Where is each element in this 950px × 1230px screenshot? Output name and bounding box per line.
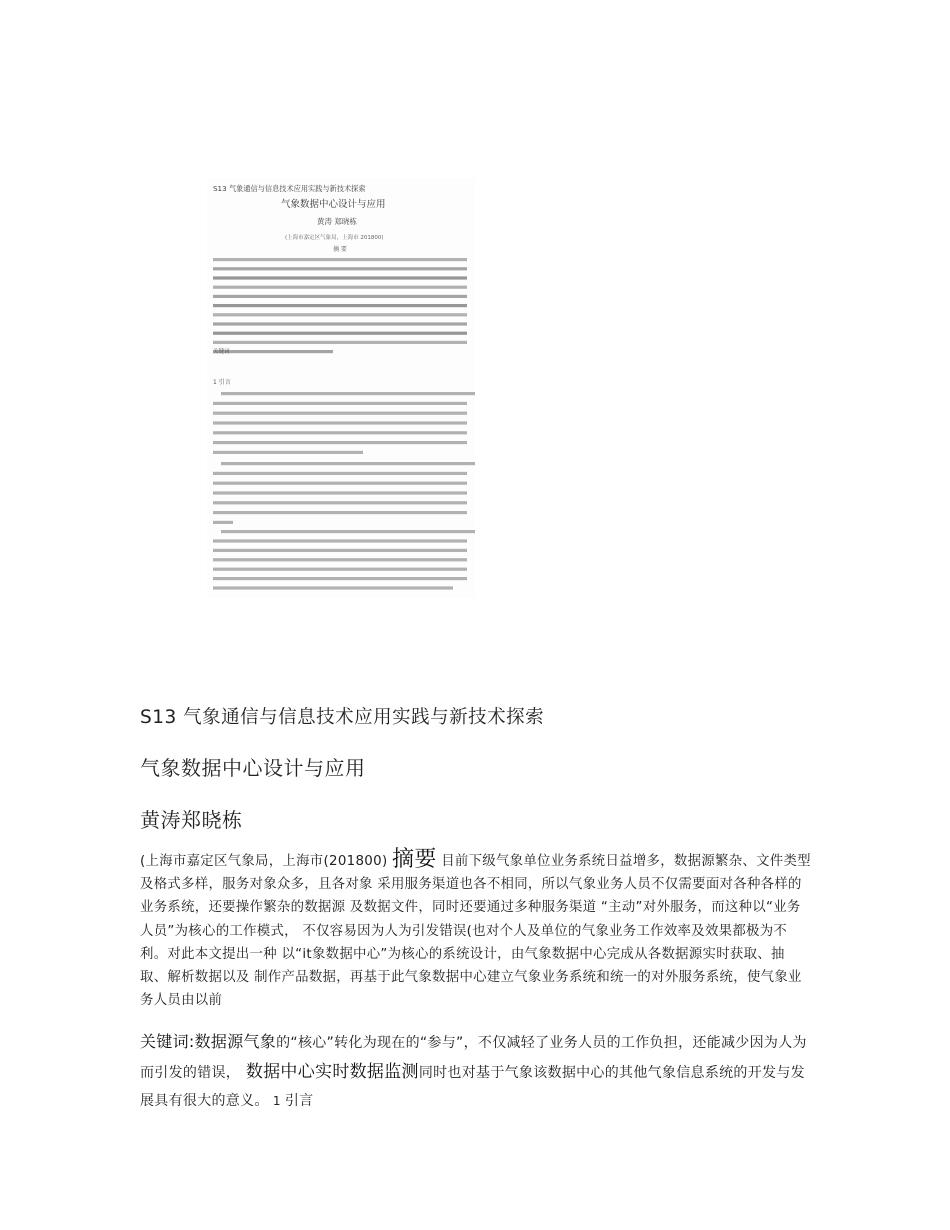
scan-text-line	[213, 577, 467, 580]
scan-text-line	[213, 568, 467, 571]
scan-text-line	[213, 258, 467, 261]
scan-text-line	[213, 521, 233, 524]
keywords-body: 的“核心”转化为现在的“参与”，不仅减轻了业务人员的工作负担，还能减少因为人为而引发的错误，	[140, 1035, 807, 1081]
scan-text-line	[213, 304, 467, 307]
affiliation: (上海市嘉定区气象局，上海市(201800)	[140, 854, 388, 869]
scan-text-line	[213, 341, 467, 344]
series-heading: S13 气象通信与信息技术应用实践与新技术探索	[140, 707, 545, 728]
scan-text-line	[213, 421, 467, 424]
scan-text-line	[213, 313, 467, 316]
scan-title: 气象数据中心设计与应用	[281, 199, 386, 210]
scan-text-line	[213, 441, 467, 444]
keywords-label: 关键词:数据源气象	[140, 1032, 277, 1051]
paper-authors: 黄涛郑晓栋	[140, 808, 243, 832]
scan-text-line	[213, 322, 467, 325]
scan-text-line	[213, 267, 467, 270]
scan-text-line	[213, 539, 467, 542]
paper-title: 气象数据中心设计与应用	[140, 756, 366, 780]
abstract-body: 目前下级气象单位业务系统日益增多，数据源繁杂、文件类型及格式多样，服务对象众多，且各对象 采用服务渠道也各不相同，所以气象业务人员不仅需要面对各种各样的业务系统，还要操作繁杂的数据源 及数据文件，同时还要通过多种服务渠道 “主动”对外服务，而这种以“业务人员”为核心的工作模式， 不仅容易因为人为引发错误(也对个人及单位的气象业务工作效率及效果都极为不利。对此本文提出一种 以“it象数据中心”为核心的系统设计，由气象数据中心完成从各数据源实时获取、抽取、解析数据以及 制作产品数据，再基于此气象数据中心建立气象业务系统和统一的对外服务系统，使气象业务人员由以前	[140, 854, 811, 1009]
scan-text-lines	[213, 258, 475, 590]
abstract-paragraph	[140, 848, 812, 1012]
scanned-page-image	[207, 178, 475, 598]
section-title: 引言	[284, 1093, 314, 1109]
scan-authors: 黄涛 郑晓栋	[317, 217, 357, 226]
scan-section-label: 1 引言	[213, 379, 231, 386]
abstract-label: 摘要	[392, 847, 437, 872]
scanned-page-thumbnail	[207, 178, 475, 598]
scan-text-line	[213, 501, 467, 504]
scan-text-line	[213, 286, 467, 289]
scan-text-line	[213, 350, 333, 353]
scan-text-line	[213, 295, 467, 298]
keywords-paragraph	[140, 1028, 812, 1116]
keywords-tail: 同时也对基于气象该数据中心的其他气象信息系统的开发与发展具有很大的意义。	[140, 1064, 805, 1109]
scan-text-line	[213, 402, 467, 405]
scan-text-line	[213, 412, 467, 415]
scan-text-line	[221, 392, 475, 395]
keywords-highlight: 数据中心实时数据监测	[240, 1061, 419, 1082]
section-number: 1	[268, 1094, 285, 1108]
scan-text-line	[221, 462, 475, 465]
scan-text-line	[213, 451, 363, 454]
scan-text-line	[213, 332, 467, 335]
scan-text-line	[213, 558, 467, 561]
scan-text-line	[213, 586, 453, 589]
scan-text-line	[221, 530, 475, 533]
scan-text-line	[213, 491, 467, 494]
scan-keywords-label: 关键词	[213, 349, 230, 355]
scan-text-line	[213, 482, 467, 485]
scan-text-line	[213, 276, 467, 279]
scan-text-line	[213, 472, 467, 475]
scan-text-line	[213, 511, 467, 514]
scan-text-line	[213, 431, 467, 434]
scan-affiliation: (上海市嘉定区气象局，上海市 201800)	[285, 235, 384, 241]
scan-abstract-label: 摘 要	[333, 246, 347, 253]
scan-header: S13 气象通信与信息技术应用实践与新技术探索	[213, 184, 366, 193]
scan-text-line	[213, 549, 467, 552]
